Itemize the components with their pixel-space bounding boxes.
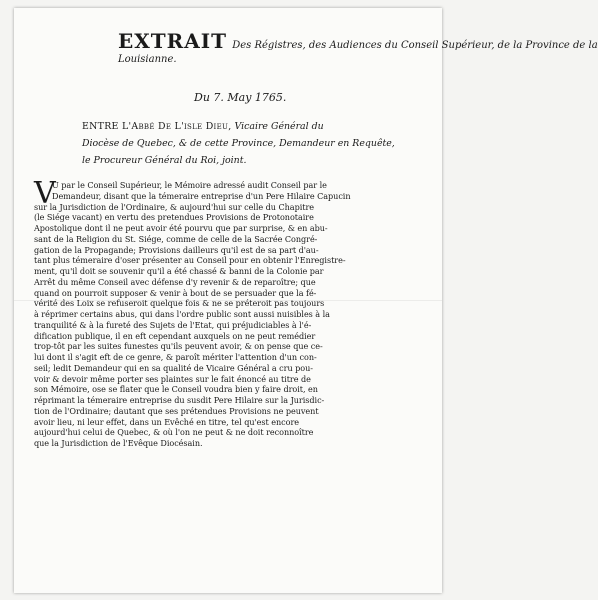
body-line: Apostolique dont il ne peut avoir été pourvu que par surprise, & en abu- [34, 223, 328, 233]
body-line: dification publique, il en eft cependant auxquels on ne peut remédier [34, 330, 316, 341]
document-date: Du 7. May 1765. [194, 91, 287, 104]
body-line: à réprimer certains abus, qui dans l'ordre public sont aussi nuisibles à la [34, 309, 330, 319]
body-line: tranquilité & à la fureté des Sujets de l'Etat, qui préjudiciables à l'é- [34, 319, 312, 330]
title-line-2 [118, 53, 418, 66]
body-line: Demandeur, disant que la témeraire entreprise d'un Pere Hilaire Capucin [52, 190, 351, 201]
body-line: tant plus témeraire d'oser présenter au Conseil pour en obtenir l'Enregistre- [34, 255, 346, 266]
party-line-2: Diocèse de Quebec, & de cette Province, Demandeur en Requête, [82, 138, 395, 149]
drop-cap: V [34, 176, 56, 211]
body-line: gation de la Propagande; Provisions dailleurs qu'il est de sa part d'au- [34, 244, 319, 255]
document-header [118, 29, 598, 66]
title-rest: Des Régistres, des Audiences du Conseil Supérieur, de la Province de la [232, 40, 598, 51]
body-line: Arrêt du même Conseil avec défense d'y revenir & de reparoître; que [34, 276, 316, 287]
body-line: ment, qu'il doit se souvenir qu'il a été chassé & banni de la Colonie par [34, 266, 324, 276]
party-line-1-rest: Vicaire Général du [234, 121, 324, 132]
title-line [118, 29, 598, 53]
body-line: aujourd'hui celui de Quebec, & où l'on ne peut & ne doit reconnoître [34, 427, 314, 438]
body-line: avoir lieu, ni leur effet, dans un Evêché en titre, tel qu'est encore [34, 416, 300, 427]
body-line: réprimant la témeraire entreprise du susdit Pere Hilaire sur la Jurisdic- [34, 395, 325, 405]
title-line-2-text: Louisianne. [118, 54, 177, 65]
body-line: (le Siége vacant) en vertu des pretendues Provisions de Protonotaire [34, 212, 314, 223]
party-line-3: le Procureur Général du Roi, joint. [82, 155, 247, 166]
party-line-1 [82, 118, 412, 135]
body-line: trop-tôt par les suites funestes qu'ils peuvent avoir, & on pense que ce- [34, 341, 323, 352]
party-lead: ENTRE L'Abbé De L'isle Dieu, [82, 121, 232, 132]
body-text [34, 176, 414, 449]
body-line: tion de l'Ordinaire; dautant que ses prétendues Provisions ne peuvent [34, 405, 319, 416]
extrait-title: EXTRAIT [118, 29, 228, 53]
document-page [14, 8, 598, 593]
body-line: seil; ledit Demandeur qui en sa qualité de Vicaire Général a cru pou- [34, 362, 313, 373]
body-line: voir & devoir même porter ses plaintes sur le fait énoncé au titre de [34, 373, 311, 384]
body-line: sant de la Religion du St. Siége, comme de celle de la Sacrée Congré- [34, 233, 318, 244]
body-line: sur la Jurisdiction de l'Ordinaire, & aujourd'hui sur celle du Chapitre [34, 201, 315, 212]
parties-block [82, 118, 412, 169]
body-line: son Mémoire, ose se flater que le Conseil voudra bien y faire droit, en [34, 384, 318, 395]
body-line: U par le Conseil Supérieur, le Mémoire adressé audit Conseil par le [52, 180, 327, 190]
body-line: lui dont il s'agit eft de ce genre, & paroît mériter l'attention d'un con- [34, 352, 317, 362]
body-line: vérité des Loix se refuseroit quelque fois & ne se préteroit pas toujours [34, 298, 325, 309]
body-line: quand on pourroit supposer & venir à bout de se persuader que la fé- [34, 287, 317, 298]
body-line: que la Jurisdiction de l'Evêque Diocésain. [34, 438, 203, 448]
